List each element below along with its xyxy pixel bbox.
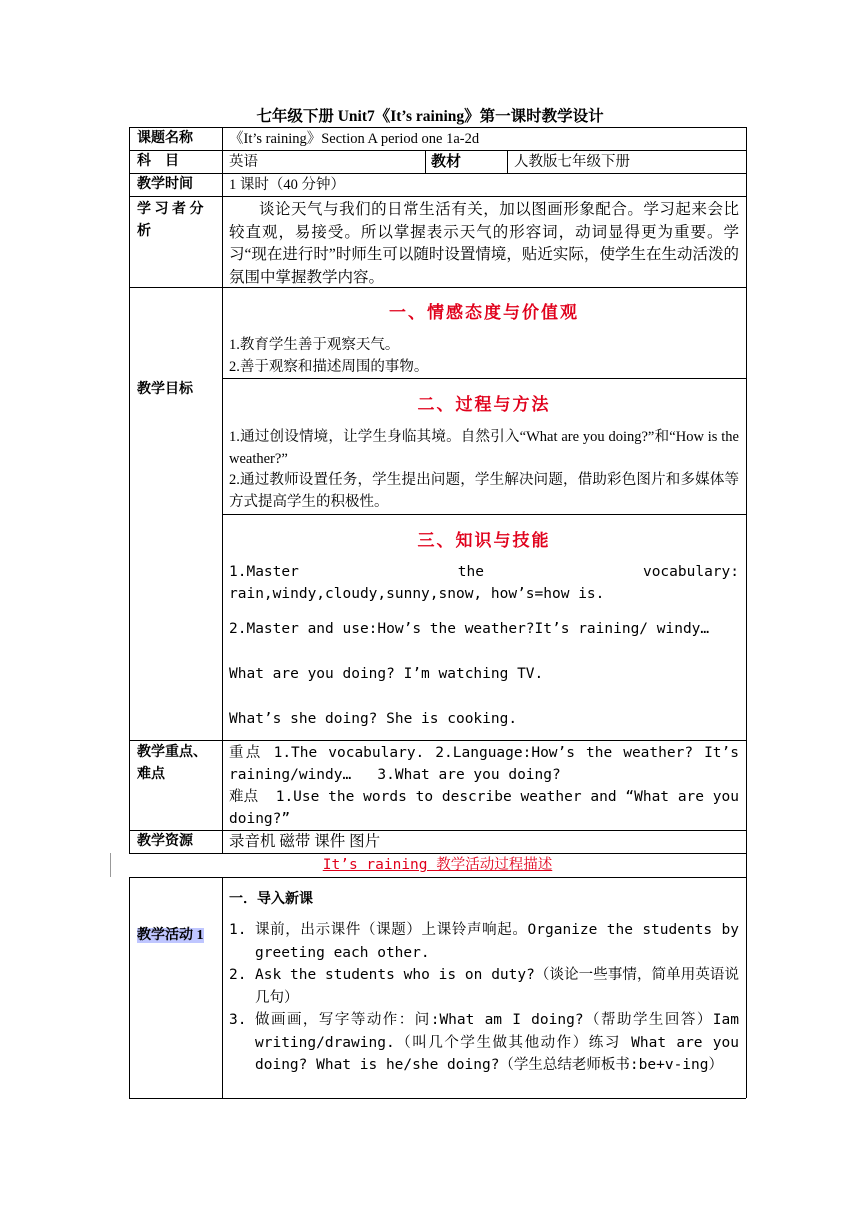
step-text: 做画画，写字等动作：问:What am I doing?（帮助学生回答）Iam writing/drawing.（叫几个学生做其他动作）练习 What are you doing? What is he/she doing?（学生总结老师板书:be+v-ing） — [255, 1012, 739, 1073]
label-topic: 课题名称 — [137, 131, 193, 146]
section-heading-process: 二、过程与方法 — [417, 395, 551, 414]
table-line — [222, 877, 223, 1098]
value-topic: 《It’s raining》Section A period one 1a-2d — [229, 131, 480, 147]
goal-process-1: 1.通过创设情境，让学生身临其境。自然引入“What are you doing?”和“How is the weather?” — [229, 429, 739, 467]
table-line — [222, 378, 746, 379]
goal-process-2: 2.通过教师设置任务，学生提出问题，学生解决问题，借助彩色图片和多媒体等方式提高学生的积极性。 — [229, 472, 739, 510]
step-number: 1. — [229, 922, 247, 938]
step-number: 3. — [229, 1012, 247, 1028]
table-line — [129, 1098, 746, 1099]
value-textbook: 人教版七年级下册 — [514, 154, 630, 170]
label-activity1 — [137, 925, 204, 947]
goal-skills-4: What’s she doing? She is cooking. — [229, 711, 518, 727]
value-time: 1 课时（40 分钟） — [229, 177, 345, 193]
learner-analysis-text: 谈论天气与我们的日常生活有关，加以图画形象配合。学习起来会比较直观，易接受。所以掌握表示天气的形容词，动词显得更为重要。学习“现在进行时”时师生可以随时设置情境，贴近实际，使学生在生动活泼的氛围中掌握教学内容。 — [229, 201, 739, 286]
section-heading-attitude: 一、情感态度与价值观 — [389, 303, 579, 322]
label-learner-line2: 析 — [137, 224, 151, 239]
goal-skills-1: 1.Master the vocabulary: rain,windy,cloudy,sunny,snow, how’s=how is. — [229, 564, 766, 602]
process-header-text: It’s raining 教学活动过程描述 — [322, 857, 553, 873]
table-line — [129, 853, 746, 854]
label-learner — [137, 199, 204, 243]
step-text: 课前，出示课件（课题）上课铃声响起。Organize the students by greeting each other. — [255, 922, 739, 961]
keypoints-main: 重点 1.The vocabulary. 2.Language:How’s the weather? It’s raining/windy… 3.What are you doing? — [229, 745, 748, 783]
label-resources: 教学资源 — [137, 834, 193, 849]
table-line — [507, 150, 508, 173]
table-line — [129, 127, 130, 853]
step-text: Ask the students who is on duty?（谈论一些事情，简单用英语说几句） — [255, 967, 739, 1006]
table-line — [129, 877, 130, 1098]
label-learner-line1: 学 习 者 分 — [137, 202, 204, 217]
label-textbook: 教材 — [431, 154, 462, 170]
table-line — [222, 127, 223, 853]
activity1-label-highlight: 教学活动 1 — [137, 928, 204, 943]
goal-attitude-2: 2.善于观察和描述周围的事物。 — [229, 359, 429, 375]
table-line — [222, 514, 746, 515]
list-item — [229, 1009, 739, 1077]
table-line — [425, 150, 426, 173]
list-item — [229, 964, 739, 1009]
label-keypoints-line2: 难点 — [137, 767, 165, 782]
label-keypoints — [137, 742, 207, 786]
label-time: 教学时间 — [137, 177, 193, 192]
process-header — [129, 855, 746, 875]
section-heading-skills: 三、知识与技能 — [417, 531, 551, 550]
list-item — [229, 919, 739, 964]
table-line — [746, 127, 747, 1098]
value-resources: 录音机 磁带 课件 图片 — [229, 833, 381, 850]
table-line — [110, 853, 111, 877]
goal-skills-2: 2.Master and use:How’s the weather?It’s raining/ windy… — [229, 621, 710, 637]
activity1-steps — [229, 919, 739, 1077]
step-number: 2. — [229, 967, 247, 983]
document-title: 七年级下册 Unit7《It’s raining》第一课时教学设计 — [256, 108, 604, 125]
label-subject: 科 目 — [137, 154, 179, 169]
value-subject: 英语 — [229, 154, 258, 170]
label-goals: 教学目标 — [137, 382, 193, 397]
activity1-heading: 一．导入新课 — [229, 891, 313, 907]
keypoints-difficult: 难点 1.Use the words to describe weather and “What are you doing?” — [229, 789, 748, 827]
goal-attitude-1: 1.教育学生善于观察天气。 — [229, 337, 400, 353]
goal-skills-3: What are you doing? I’m watching TV. — [229, 666, 544, 682]
label-keypoints-line1: 教学重点、 — [137, 745, 207, 760]
